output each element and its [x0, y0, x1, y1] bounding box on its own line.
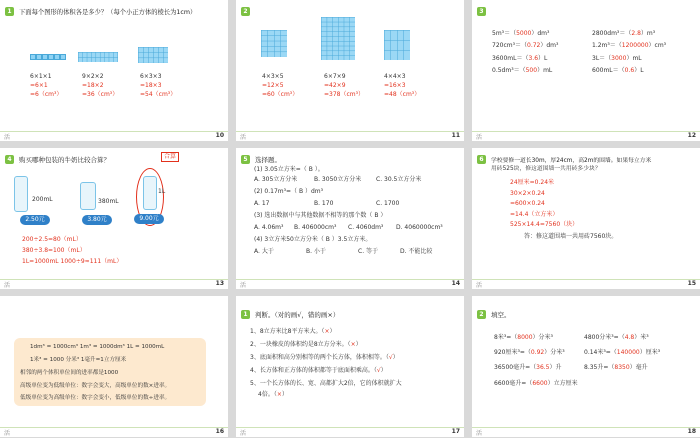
milk-bottle-icon	[14, 176, 28, 212]
question-badge: 4	[5, 155, 14, 164]
answer-text: 答：修这道围墙一共用砖7560块。	[524, 233, 618, 240]
summary-line-1: 1dm³ = 1000cm³ 1m³ = 1000dm³ 1L = 1000mL	[30, 344, 165, 350]
slide-footer: 活 13	[0, 279, 228, 289]
slide-footer: 活 11	[236, 131, 464, 141]
conversion-row-1: 5m³＝（5000）dm³	[492, 30, 550, 37]
q4-option-a: A. 大于	[254, 248, 274, 255]
calc-col-2: 9×2×2 =18×2 =36（cm³）	[82, 73, 119, 98]
fill-row-4: 6600毫升=（6600）立方厘米	[494, 380, 578, 387]
slide-number: 11	[451, 132, 460, 139]
q3-option-d: D. 4060000cm³	[396, 224, 443, 231]
q1-option-b: B. 3050立方分米	[314, 176, 362, 183]
summary-line-3: 相邻的两个体积单位间的进率都是1000	[20, 370, 119, 376]
judge-item-5-cont: 4倍。（×）	[258, 391, 288, 398]
question-badge: 2	[241, 7, 250, 16]
question-badge: 1	[5, 7, 14, 16]
summary-line-4: 高级单位变为低级单位：数字会变大，高级单位的数×进率。	[20, 383, 171, 389]
slide-15[interactable]	[472, 148, 700, 289]
milk-carton-icon	[80, 182, 96, 210]
slide-title-line2: 用砖525块，修这道围墙一共用砖多少块？	[491, 166, 601, 172]
slide-footer: 活 18	[472, 427, 700, 437]
question-2: (2) 0.17m³=（ B ）dm³	[254, 188, 324, 195]
slide-12[interactable]	[472, 0, 700, 141]
question-1: (1) 3.05立方米=（ B ）。	[254, 166, 324, 173]
fill-row-1b: 4800分米³=（4.8）米³	[584, 334, 649, 341]
slide-title: 填空。	[491, 311, 511, 319]
calc-col-2: 6×7×9 =42×9 =378（cm³）	[324, 73, 365, 98]
slide-title: 选择题。	[255, 156, 281, 164]
question-3: (3) 选出数据中与其他数据不相等的那个数（ B ）	[254, 212, 387, 219]
q2-option-a: A. 17	[254, 200, 270, 207]
calc-col-1: 4×3×5 =12×5 =60（cm³）	[262, 73, 299, 98]
q4-option-c: C. 等于	[358, 248, 379, 255]
fill-row-2: 920厘米³=（0.92）分米³	[494, 349, 565, 356]
question-4: (4) 3立方米50立方分米（ B ）3.5立方米。	[254, 236, 372, 243]
conversion-row-4b: 600mL＝（0.6）L	[592, 67, 644, 74]
calc-col-3: 6×3×3 =18×3 =54（cm³）	[140, 73, 177, 98]
calc-col-3: 4×4×3 =16×3 =48（cm³）	[384, 73, 421, 98]
q2-option-b: B. 170	[314, 200, 334, 207]
volume-label-1: 200mL	[32, 196, 53, 203]
cuboid-figure-2	[78, 52, 118, 62]
slide-16[interactable]	[0, 296, 228, 437]
fill-row-3: 36500毫升=（36.5）升	[494, 364, 562, 371]
fill-row-2b: 0.14米³=（140000）厘米³	[584, 349, 661, 356]
q3-option-c: C. 4060dm³	[348, 224, 384, 231]
conversion-row-2: 720cm³＝（0.72）dm³	[492, 42, 559, 49]
price-tag-2: 3.80元	[82, 215, 112, 225]
question-badge: 6	[477, 155, 486, 164]
calc-col-1: 6×1×1 =6×1 =6（cm³）	[30, 73, 63, 98]
slide-13[interactable]	[0, 148, 228, 289]
judge-item-3: 3、底面积和高分别相等的两个长方体，体积相等。（√）	[250, 354, 399, 361]
fill-row-1: 8米³=（8000）分米³	[494, 334, 553, 341]
slide-number: 18	[687, 428, 696, 435]
volume-label-3: 1L	[158, 188, 166, 195]
slide-14[interactable]	[236, 148, 464, 289]
slide-18[interactable]	[472, 296, 700, 437]
q4-option-b: B. 小于	[306, 248, 326, 255]
conversion-row-2b: 1.2m³＝（1200000）cm³	[592, 42, 667, 49]
judge-item-1: 1、8立方米比8平方米大。（×）	[250, 328, 336, 335]
slide-footer: 活 14	[236, 279, 464, 289]
cuboid-figure-3	[384, 30, 410, 60]
milk-box-icon	[143, 176, 157, 210]
question-badge: 5	[241, 155, 250, 164]
slide-footer: 活 17	[236, 427, 464, 437]
cuboid-figure-3	[138, 47, 168, 63]
slide-number: 15	[687, 280, 696, 287]
judge-item-2: 2、一块橡皮的体积约是8立方分米。（×）	[250, 341, 362, 348]
fill-row-3b: 8.35升=（8350）毫升	[584, 364, 648, 371]
judge-item-5: 5、一个长方体的长、宽、高都扩大2倍，它的体积就扩大	[250, 380, 402, 387]
solution-lines: 24厘米=0.24米 30×2×0.24 =600×0.24 =14.4（立方米） 525×14.4=7560（块）	[510, 179, 579, 228]
price-tag-3: 9.00元	[134, 214, 164, 224]
slide-number: 12	[687, 132, 696, 139]
slide-footer: 活 15	[472, 279, 700, 289]
slide-number: 13	[215, 280, 224, 287]
slide-footer: 活 16	[0, 427, 228, 437]
summary-line-5: 低级单位变为高级单位：数字会变小，低级单位的数÷进率。	[20, 395, 171, 401]
question-badge: 1	[241, 310, 250, 319]
q3-option-a: A. 4.06m³	[254, 224, 284, 231]
q1-option-a: A. 305立方分米	[254, 176, 298, 183]
question-badge: 2	[477, 310, 486, 319]
cuboid-figure-2	[321, 17, 355, 60]
slide-title: 判断。（对的画√，错的画×）	[255, 311, 340, 319]
q2-option-c: C. 1700	[376, 200, 400, 207]
slide-title: 学校要修一道长30m，厚24cm，高2m的围墙。如果每立方米	[491, 158, 652, 164]
q3-option-b: B. 406000cm³	[294, 224, 337, 231]
conversion-row-1b: 2800dm³＝（2.8）m³	[592, 30, 656, 37]
calc-lines: 200÷2.5=80（mL） 380÷3.8=100（mL） 1L=1000mL 1000÷9≈111（mL）	[22, 236, 123, 265]
judge-item-4: 4、长方体和正方体的体积都等于底面积乘高。（√）	[250, 367, 387, 374]
cuboid-figure-1	[261, 30, 287, 57]
conversion-row-3: 3600mL＝（3.6）L	[492, 55, 548, 62]
slide-10[interactable]	[0, 0, 228, 141]
slide-11[interactable]	[236, 0, 464, 141]
question-badge: 3	[477, 7, 486, 16]
slide-footer: 活 10	[0, 131, 228, 141]
summary-line-2: 1米³ = 1000 分米³ 1毫升=1立方厘米	[30, 357, 127, 363]
conversion-row-4: 0.5dm³＝（500）mL	[492, 67, 553, 74]
slide-number: 10	[215, 132, 224, 139]
slide-number: 16	[215, 428, 224, 435]
slide-title: 下面每个图形的体积各是多少？（每个小正方体的棱长为1cm）	[19, 9, 197, 16]
slide-title: 购买哪种包装的牛奶比较合算？	[19, 156, 110, 164]
slide-17[interactable]	[236, 296, 464, 437]
slide-number: 17	[451, 428, 460, 435]
q1-option-c: C. 30.5立方分米	[376, 176, 422, 183]
slide-number: 14	[451, 280, 460, 287]
conversion-row-3b: 3L＝（3000）mL	[592, 55, 642, 62]
q4-option-d: D. 不能比较	[400, 248, 433, 255]
cuboid-figure-1	[30, 54, 66, 60]
best-deal-tag: 合算	[161, 152, 179, 162]
price-tag-1: 2.50元	[20, 215, 50, 225]
volume-label-2: 380mL	[98, 198, 119, 205]
slide-footer: 活 12	[472, 131, 700, 141]
